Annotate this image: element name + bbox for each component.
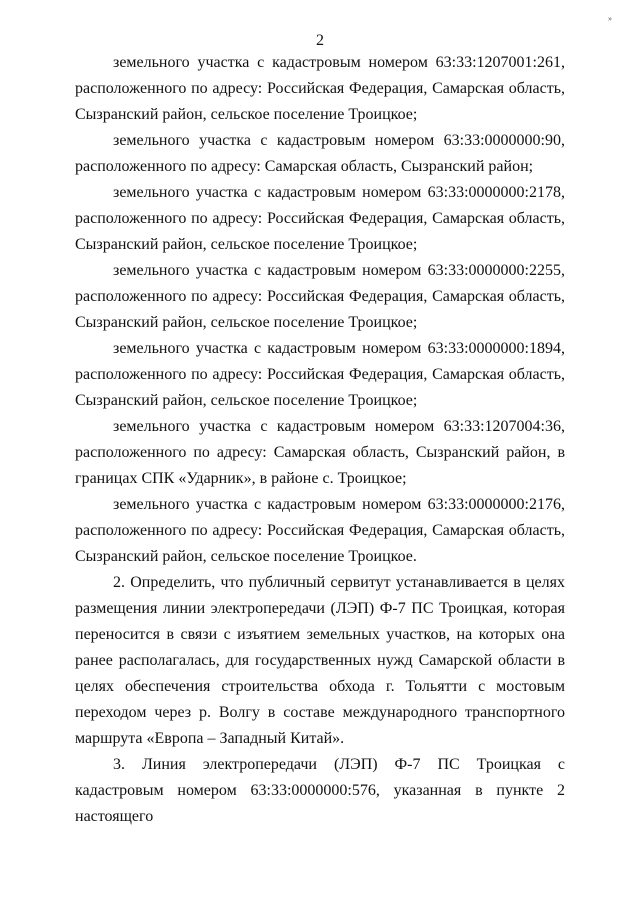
corner-mark: » <box>608 14 612 23</box>
paragraph-parcel-5: земельного участка с кадастровым номером 63:33:0000000:1894, расположенного по адресу: Российская Федерация, Самарская область, Сызранский район, сельское поселение Троицкое; <box>75 340 565 409</box>
paragraph-parcel-3: земельного участка с кадастровым номером 63:33:0000000:2178, расположенного по адресу: Российская Федерация, Самарская область, Сызранский район, сельское поселение Троицкое; <box>75 184 565 253</box>
paragraph-item-3: 3. Линия электропередачи (ЛЭП) Ф-7 ПС Троицкая с кадастровым номером 63:33:0000000:576, указанная в пункте 2 настоящего <box>75 756 565 825</box>
paragraph-parcel-1: земельного участка с кадастровым номером 63:33:1207001:261, расположенного по адресу: Российская Федерация, Самарская область, Сызранский район, сельское поселение Троицкое; <box>75 54 565 123</box>
paragraph-parcel-2: земельного участка с кадастровым номером 63:33:0000000:90, расположенного по адресу: Самарская область, Сызранский район; <box>75 132 565 175</box>
paragraph-parcel-4: земельного участка с кадастровым номером 63:33:0000000:2255, расположенного по адресу: Российская Федерация, Самарская область, Сызранский район, сельское поселение Троицкое; <box>75 262 565 331</box>
paragraph-parcel-7: земельного участка с кадастровым номером 63:33:0000000:2176, расположенного по адресу: Российская Федерация, Самарская область, Сызранский район, сельское поселение Троицкое. <box>75 496 565 565</box>
paragraph-item-2: 2. Определить, что публичный сервитут устанавливается в целях размещения линии электропередачи (ЛЭП) Ф-7 ПС Троицкая, которая переносится в связи с изъятием земельных участков, на которых она ранее располагалась, для государственных нужд Самарской области в целях обеспечения строительства обхода г. Тольятти с мостовым переходом через р. Волгу в составе международного транспортного маршрута «Европа – Западный Китай». <box>75 574 565 747</box>
document-body <box>75 50 565 830</box>
paragraph-parcel-6: земельного участка с кадастровым номером 63:33:1207004:36, расположенного по адресу: Самарская область, Сызранский район, в границах СПК «Ударник», в районе с. Троицкое; <box>75 418 565 487</box>
page-number: 2 <box>316 32 324 49</box>
